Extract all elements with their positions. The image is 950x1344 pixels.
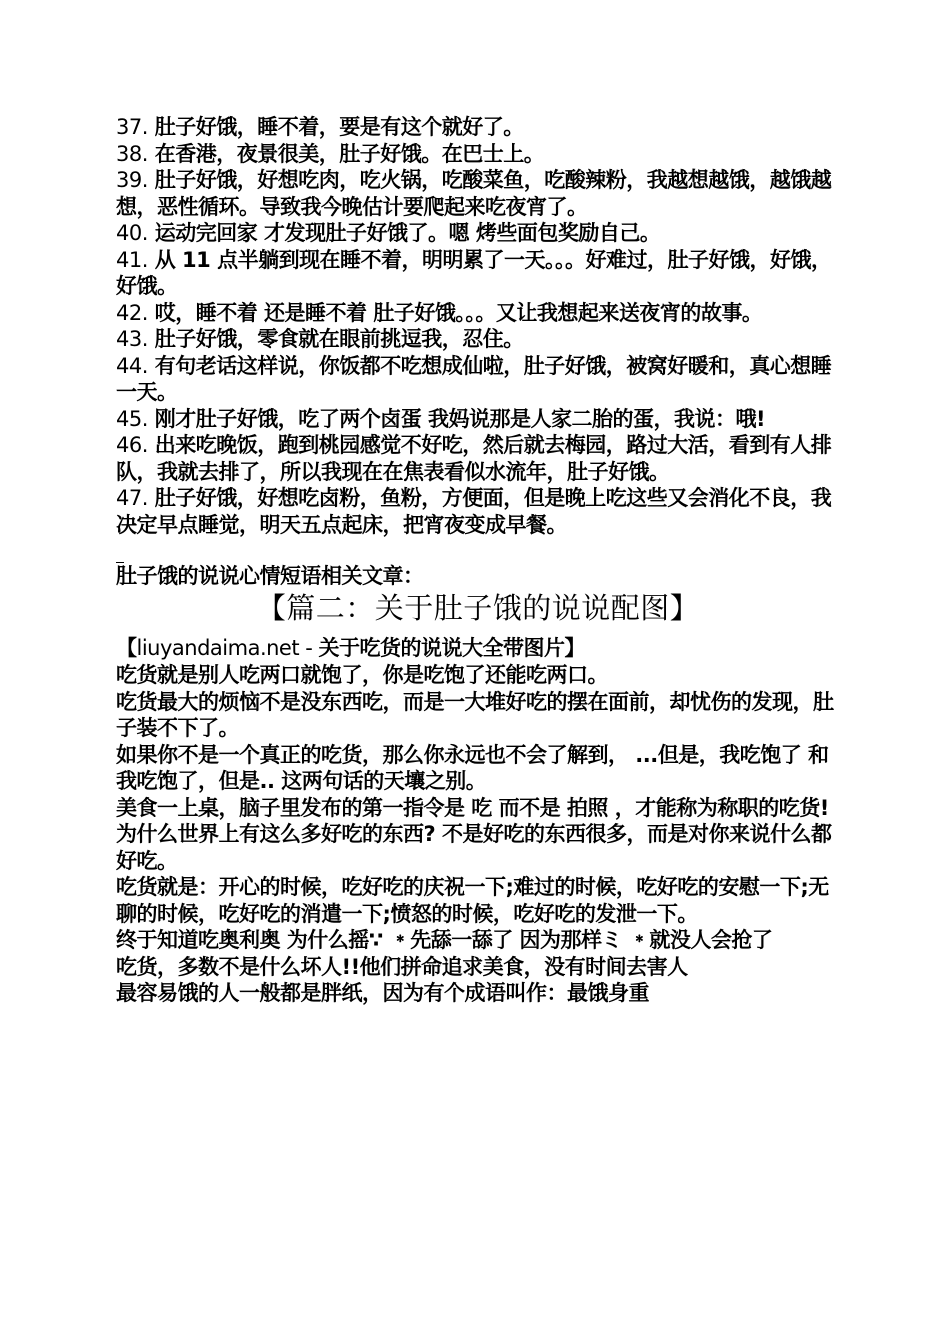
list-item: 吃货就是：开心的时候，吃好吃的庆祝一下;难过的时候，吃好吃的安慰一下;无聊的时候，吃好吃的消遣一下;愤怒的时候，吃好吃的发泄一下。: [116, 875, 829, 926]
item-text: 出来吃晚饭，跑到桃园感觉不好吃，然后就去梅园，路过大活，看到有人排队，我就去排了，所以我现在在焦表看似水流年，肚子好饿。: [116, 433, 832, 484]
source-title: 关于吃货的说说大全带图片】: [318, 636, 586, 660]
list-item: 吃货就是别人吃两口就饱了，你是吃饱了还能吃两口。: [116, 663, 608, 687]
source-url: liuyandaima.net -: [136, 636, 319, 660]
item-number: 37.: [116, 115, 148, 139]
item-number: 45.: [116, 406, 148, 431]
item-number: 44.: [116, 353, 148, 378]
document-content: [116, 114, 840, 1007]
item-text: 有句老话这样说，你饭都不吃想成仙啦，肚子好饿，被窝好暖和，真心想睡一天。: [116, 353, 832, 404]
item-text: 肚子好饿，好想吃卤粉，鱼粉，方便面，但是晚上吃这些又会消化不良，我决定早点睡觉，明天五点起床，把宵夜变成早餐。: [116, 486, 832, 537]
source-line: [116, 635, 840, 662]
quote-list-part-two: [116, 662, 840, 1007]
item-text: 肚子好饿，好想吃肉，吃火锅，吃酸菜鱼，吃酸辣粉，我越想越饿，越饿越想，恶性循环。导致我今晚估计要爬起来吃夜宵了。: [116, 168, 832, 219]
item-text: 在香港，夜景很美，肚子好饿。在巴士上。: [147, 141, 545, 166]
list-item: [116, 432, 840, 485]
list-item: 如果你不是一个真正的吃货，那么你永远也不会了解到， ...但是，我吃饱了 和 我吃饱了，但是.. 这两句话的天壤之别。: [116, 742, 829, 793]
item-text: 哎，睡不着 还是睡不着 肚子好饿。。。又让我想起来送夜宵的故事。: [147, 300, 763, 325]
item-number: 40.: [116, 221, 148, 245]
list-item: 美食一上桌，脑子里发布的第一指令是 吃 而不是 拍照 ，才能称为称职的吃货!: [116, 795, 829, 820]
item-number: 42.: [116, 300, 148, 325]
list-item: [116, 220, 840, 247]
source-prefix: 【: [116, 636, 137, 660]
item-number: 46.: [116, 433, 148, 457]
item-number: 41.: [116, 247, 148, 272]
list-item: [116, 406, 840, 433]
chapter-title: 【篇二：关于肚子饿的说说配图】: [256, 591, 700, 625]
item-number: 38.: [116, 141, 148, 166]
related-articles-heading: 肚子饿的说说心情短语相关文章：: [116, 564, 424, 588]
list-item: [116, 300, 840, 327]
list-item: [116, 141, 840, 168]
item-text: 刚才肚子好饿，吃了两个卤蛋 我妈说那是人家二胎的蛋，我说：哦!: [147, 406, 766, 431]
item-text: 从 11 点半躺到现在睡不着，明明累了一天。。。好难过，肚子好饿，好饿，好饿。: [116, 247, 832, 298]
list-item: [116, 485, 840, 538]
item-text: 肚子好饿，零食就在眼前挑逗我，忍住。: [147, 327, 524, 351]
quote-list-part-one: [116, 114, 840, 538]
item-text: 肚子好饿，睡不着，要是有这个就好了。: [147, 115, 524, 139]
list-item: [116, 114, 840, 141]
list-item: [116, 353, 840, 406]
list-item: [116, 167, 840, 220]
list-item: [116, 326, 840, 353]
item-text: 运动完回家 才发现肚子好饿了。嗯 烤些面包奖励自己。: [147, 221, 661, 245]
item-number: 43.: [116, 327, 148, 351]
list-item: 最容易饿的人一般都是胖纸，因为有个成语叫作：最饿身重: [116, 981, 649, 1005]
item-number: 39.: [116, 168, 148, 192]
item-number: 47.: [116, 486, 148, 510]
list-item: 终于知道吃奥利奥 为什么摇∵ ﹡先舔一舔了 因为那样ミ ﹡就没人会抢了: [116, 928, 773, 952]
list-item: 为什么世界上有这么多好吃的东西? 不是好吃的东西很多，而是对你来说什么都好吃。: [116, 822, 832, 873]
list-item: 吃货，多数不是什么坏人!!他们拼命追求美食，没有时间去害人: [116, 954, 688, 979]
list-item: [116, 247, 840, 300]
list-item: 吃货最大的烦恼不是没东西吃，而是一大堆好吃的摆在面前，却忧伤的发现，肚子装不下了。: [116, 689, 834, 740]
